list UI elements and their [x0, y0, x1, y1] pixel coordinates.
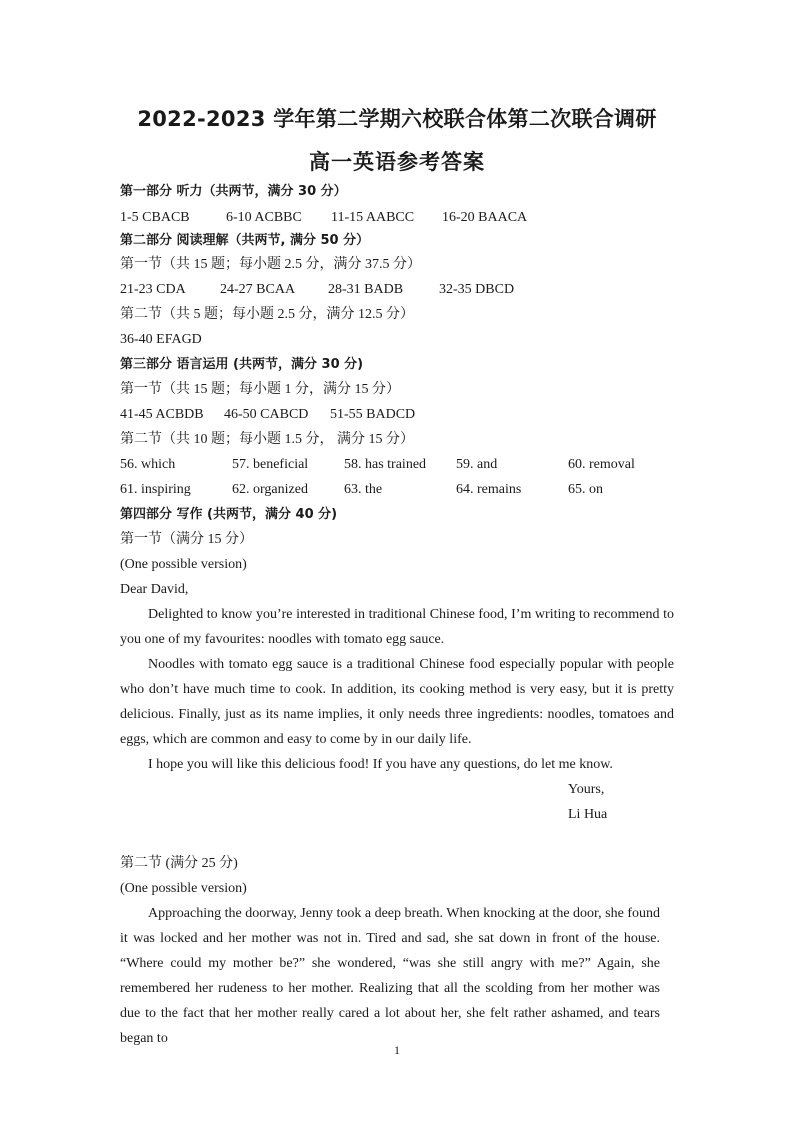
part1-heading: 第一部分 听力（共两节，满分 30 分）	[120, 184, 347, 199]
answer-item: 58. has trained	[344, 457, 427, 472]
answer-item: 57. beneficial	[232, 457, 309, 472]
page-number: 1	[394, 1043, 400, 1057]
document-title: 2022-2023 学年第二学期六校联合体第二次联合调研	[137, 107, 657, 131]
part2-section1-title: 第一节（共 15 题；每小题 2.5 分，满分 37.5 分）	[120, 257, 421, 272]
version-note: (One possible version)	[120, 557, 247, 572]
answer-item: 64. remains	[456, 482, 522, 497]
answer-item: 65. on	[568, 482, 603, 497]
letter-paragraph: I hope you will like this delicious food! If you have any questions, do let me know.	[148, 757, 613, 772]
answer-group: 1-5 CBACB	[120, 210, 190, 225]
letter-closing: Yours,	[568, 782, 605, 797]
part3-section1-title: 第一节（共 15 题；每小题 1 分，满分 15 分）	[120, 382, 400, 397]
answer-group: 51-55 BADCD	[330, 407, 416, 422]
story-paragraph: Approaching the doorway, Jenny took a deep breath. When knocking at the door, she found it was locked and her mother was not in. Tired and sad, she sat down in front of the house. “Where could my mother be?” she wondered, “was she still angry with me?” Again, she remembered her rudeness to her mother. Realizing that all the scolding from her mother was due to the fact that her mother really cared a lot about her, she felt rather ashamed, and tears began to	[120, 906, 660, 1046]
answer-group: 36-40 EFAGD	[120, 332, 202, 347]
part4-section1-title: 第一节（满分 15 分）	[120, 532, 253, 547]
answer-group: 6-10 ACBBC	[226, 210, 302, 225]
answer-item: 59. and	[456, 457, 498, 472]
part2-heading: 第二部分 阅读理解（共两节, 满分 50 分）	[120, 233, 370, 248]
part2-section2-title: 第二节（共 5 题；每小题 2.5 分，满分 12.5 分）	[120, 307, 414, 322]
letter-greeting: Dear David,	[120, 582, 189, 597]
answer-item: 61. inspiring	[120, 482, 191, 497]
answer-group: 11-15 AABCC	[331, 210, 415, 225]
version-note: (One possible version)	[120, 881, 247, 896]
answer-group: 16-20 BAACA	[442, 210, 528, 225]
answer-group: 24-27 BCAA	[220, 282, 296, 297]
part4-section2-title: 第二节 (满分 25 分)	[120, 856, 238, 871]
answer-item: 62. organized	[232, 482, 308, 497]
part3-heading: 第三部分 语言运用 (共两节，满分 30 分)	[120, 357, 364, 372]
answer-group: 21-23 CDA	[120, 282, 186, 297]
document-subtitle: 高一英语参考答案	[309, 150, 485, 174]
answer-item: 56. which	[120, 457, 176, 472]
answer-item: 60. removal	[568, 457, 635, 472]
letter-signature: Li Hua	[568, 807, 608, 822]
letter-paragraph: Delighted to know you’re interested in traditional Chinese food, I’m writing to recommend to you one of my favourites: noodles with tomato egg sauce.	[120, 607, 674, 647]
answer-group: 41-45 ACBDB	[120, 407, 204, 422]
part3-section2-title: 第二节（共 10 题；每小题 1.5 分， 满分 15 分）	[120, 432, 414, 447]
answer-group: 46-50 CABCD	[224, 407, 309, 422]
letter-paragraph: Noodles with tomato egg sauce is a traditional Chinese food especially popular with people who don’t have much time to cook. In addition, its cooking method is very easy, but it is pretty delicious. Finally, just as its name implies, it only needs three ingredients: noodles, tomatoes and eggs, which are common and easy to come by in our daily life.	[120, 657, 674, 747]
answer-group: 32-35 DBCD	[439, 282, 515, 297]
answer-item: 63. the	[344, 482, 383, 497]
answer-group: 28-31 BADB	[328, 282, 404, 297]
part4-heading: 第四部分 写作 (共两节，满分 40 分)	[120, 507, 338, 522]
